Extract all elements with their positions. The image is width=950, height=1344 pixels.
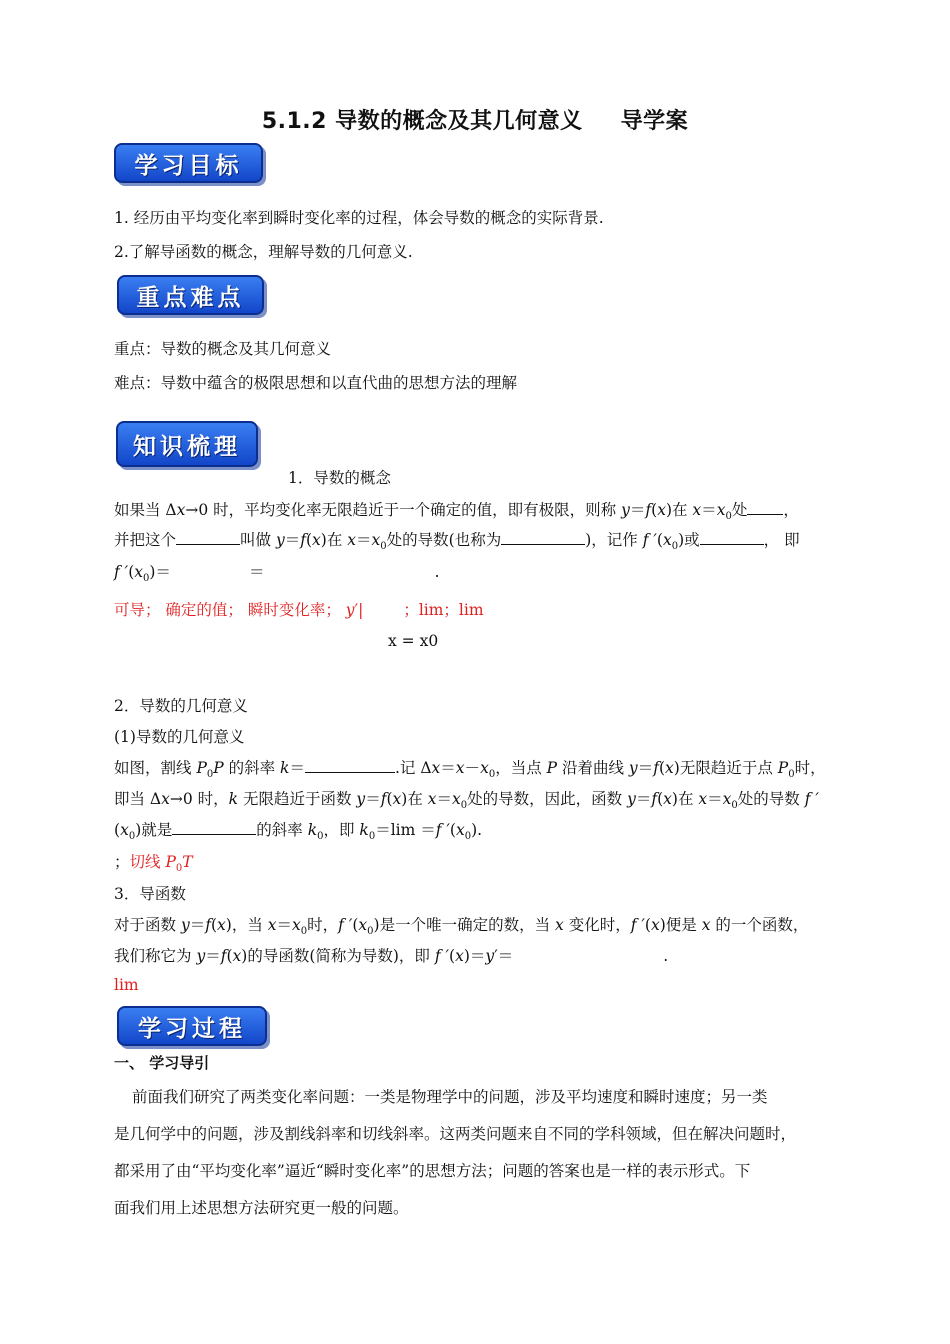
geo-line-1: 如图，割线 $P_0P$ 的斜率 k＝ .记 $\Delta x=x-x_0$，当点 P 沿着曲线 y＝f(x)无限趋近于点 $P_0$时，	[114, 759, 826, 781]
process-para-line-3: 都采用了由“平均变化率”逼近“瞬时变化率”的思想方法；问题的答案也是一样的表示形式。下	[114, 1162, 751, 1180]
important-point: 重点：导数的概念及其几何意义	[114, 340, 332, 358]
concept-line-1: 如果当 Δx→0 时，平均变化率无限趋近于一个确定的值，即有极限，则称 y＝f(x)在 $x=x_0$处 ，	[114, 501, 799, 523]
key-points-badge	[117, 275, 264, 315]
process-badge-label: 学习过程	[138, 1015, 246, 1042]
derfunc-line-1: 对于函数 y＝f(x)，当 $x=x_0$时，f $'(x_0)$是一个唯一确定的数，当 x 变化时，f ′(x)便是 x 的一个函数，	[114, 916, 809, 938]
process-para-line-4: 面我们用上述思想方法研究更一般的问题。	[114, 1199, 409, 1217]
geo-answer: ；切线 $P_0T$	[114, 853, 193, 875]
concept-answer: 可导； 确定的值； 瞬时变化率； y′| ；lim；lim	[114, 601, 484, 619]
process-para-line-1: 前面我们研究了两类变化率问题：一类是物理学中的问题，涉及平均速度和瞬时速度；另一类	[132, 1088, 768, 1106]
objective-2: 2.了解导函数的概念，理解导数的几何意义.	[114, 243, 413, 261]
geo-line-3: $(x_0)$就是 的斜率 $k_0$，即 $k_0=\lim =f$ $'(x_0)$.	[114, 821, 483, 843]
concept-line-3: f $'(x_0)=$ ＝ .	[114, 563, 440, 585]
blank-1	[747, 500, 783, 515]
process-para-line-2: 是几何学中的问题，涉及割线斜率和切线斜率。这两类问题来自不同的学科领域，但在解决问题时，	[114, 1125, 797, 1143]
objectives-badge-label: 学习目标	[134, 152, 243, 179]
concept-line-2: 并把这个 叫做 y＝f(x)在 $x=x_0$处的导数(也称为 )，记作 f $'(x_0)$或 ， 即	[114, 531, 800, 553]
geo-line-2: 即当 Δx→0 时，k 无限趋近于函数 y＝f(x)在 $x=x_0$处的导数，因此，函数 y＝f(x)在 $x=x_0$处的导数 f ′	[114, 790, 819, 812]
process-heading: 一、 学习导引	[114, 1054, 210, 1072]
derfunc-answer: lim	[114, 976, 139, 994]
process-badge	[117, 1006, 267, 1046]
page-title	[0, 104, 950, 135]
blank-6	[172, 820, 256, 835]
knowledge-badge	[116, 421, 258, 467]
geo-subheading: (1)导数的几何意义	[114, 728, 245, 746]
title-main: 5.1.2 导数的概念及其几何意义	[261, 109, 583, 134]
geo-heading: 2．导数的几何意义	[114, 697, 248, 715]
objectives-badge	[114, 143, 263, 183]
derfunc-line-2: 我们称它为 y＝f(x)的导函数(简称为导数)，即 f ′(x)＝y′＝ .	[114, 947, 669, 965]
difficult-point: 难点：导数中蕴含的极限思想和以直代曲的思想方法的理解	[114, 374, 518, 392]
knowledge-badge-label: 知识梳理	[133, 433, 241, 460]
concept-heading: 1．导数的概念	[288, 469, 391, 487]
blank-4	[700, 530, 764, 545]
key-points-badge-label: 重点难点	[136, 284, 245, 311]
derfunc-heading: 3．导函数	[114, 885, 186, 903]
blank-2	[176, 530, 240, 545]
title-suffix: 导学案	[620, 109, 689, 134]
blank-5	[305, 758, 395, 773]
blank-3	[501, 530, 585, 545]
concept-answer-subscript: x = x0	[388, 632, 439, 650]
objective-1: 1. 经历由平均变化率到瞬时变化率的过程，体会导数的概念的实际背景.	[114, 209, 604, 227]
